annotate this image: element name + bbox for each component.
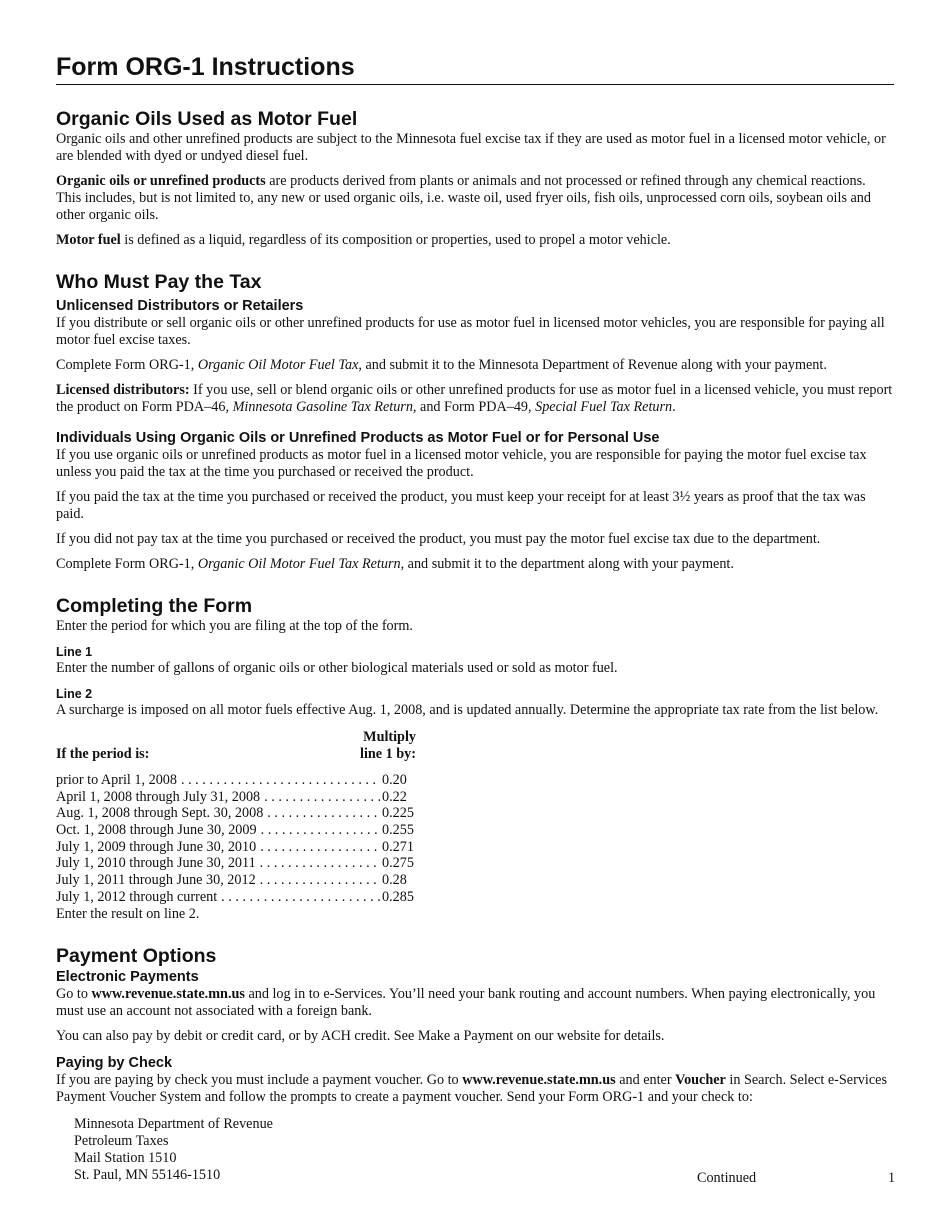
address-line: Petroleum Taxes: [74, 1132, 169, 1149]
rate-period: July 1, 2010 through June 30, 2011: [56, 855, 256, 872]
rate-row: [56, 889, 416, 906]
address-line: St. Paul, MN 55146-1510: [74, 1166, 221, 1183]
dot-leader: [264, 789, 380, 806]
rate-period: April 1, 2008 through July 31, 2008: [56, 788, 261, 805]
organic-oils-intro: Organic oils and other unrefined products are subject to the Minnesota fuel excise tax if they are used as motor fuel in a licensed motor vehicle, or are blended with dyed or undyed diesel fuel.: [56, 131, 886, 164]
dot-leader: [181, 772, 380, 789]
rate-period: July 1, 2011 through June 30, 2012: [56, 872, 256, 889]
rate-row: [56, 772, 416, 789]
rate-period: prior to April 1, 2008: [56, 772, 177, 788]
dot-leader: [260, 855, 380, 872]
line2-label: Line 2: [56, 687, 93, 701]
enter-result-text: Enter the result on line 2.: [56, 905, 200, 922]
rate-period: Aug. 1, 2008 through Sept. 30, 2008: [56, 805, 264, 822]
receipt-text: If you paid the tax at the time you purchased or received the product, you must keep your receipt for at least 3½ years as proof that the tax was paid.: [56, 489, 866, 522]
continued-label: Continued: [697, 1170, 757, 1186]
unlicensed-text: If you distribute or sell organic oils or other unrefined products for use as motor fuel in licensed motor vehicles, you are responsible for paying all motor fuel excise taxes.: [56, 315, 885, 348]
rate-row: [56, 805, 416, 822]
revenue-website-link[interactable]: www.revenue.state.mn.us: [462, 1071, 616, 1088]
rate-row: [56, 839, 416, 856]
subheading-check: Paying by Check: [56, 1054, 173, 1071]
rate-period: July 1, 2012 through current: [56, 888, 218, 905]
mailing-address: [74, 1116, 894, 1184]
section-heading-who-must-pay: Who Must Pay the Tax: [56, 271, 262, 293]
address-line: Minnesota Department of Revenue: [74, 1115, 273, 1132]
motor-fuel-definition: Motor fuel is defined as a liquid, regardless of its composition or properties, used to propel a motor vehicle.: [56, 232, 671, 248]
check-payment-text: If you are paying by check you must include a payment voucher. Go to www.revenue.state.mn.us and enter Voucher in Search. Select e-Services Payment Voucher System and follow the prompts to create a payment voucher. Send your Form ORG-1 and your check to:: [56, 1071, 887, 1105]
complete-form-return-text: Complete Form ORG-1, Organic Oil Motor Fuel Tax Return, and submit it to the department along with your payment.: [56, 556, 734, 572]
rate-value: 0.285: [382, 888, 414, 905]
rate-row: [56, 855, 416, 872]
rate-row: [56, 822, 416, 839]
page-title: Form ORG-1 Instructions: [56, 52, 894, 85]
rate-header-period: If the period is:: [56, 746, 150, 762]
organic-oils-definition: Organic oils or unrefined products are products derived from plants or animals and not processed or refined through any chemical reactions. This includes, but is not limited to, any new or used organic oils, i.e. waste oil, used fryer oils, fish oils, unprocessed corn oils, soybean oils and other organic oils.: [56, 173, 871, 223]
rate-value: 0.20: [382, 772, 407, 788]
rate-value: 0.225: [382, 805, 414, 822]
dot-leader: [260, 839, 380, 856]
rate-period: July 1, 2009 through June 30, 2010: [56, 838, 257, 855]
subheading-electronic: Electronic Payments: [56, 968, 199, 985]
licensed-distributors-text: Licensed distributors: If you use, sell or blend organic oils or other unrefined products for use as motor fuel in a licensed vehicle, you must report the product on Form PDA–46, Minnesota Gasoline Tax Return, and Form PDA–49, Special Fuel Tax Return.: [56, 382, 893, 415]
rate-value: 0.271: [382, 838, 414, 855]
rate-value: 0.28: [382, 872, 407, 889]
complete-form-text: Complete Form ORG-1, Organic Oil Motor Fuel Tax, and submit it to the Minnesota Department of Revenue along with your payment.: [56, 357, 827, 373]
revenue-website-link[interactable]: www.revenue.state.mn.us: [91, 985, 245, 1002]
individuals-text: If you use organic oils or unrefined products as motor fuel in a licensed motor vehicle, you are responsible for paying the motor fuel excise tax unless you paid the tax at the time you purchased or received the product.: [56, 447, 867, 480]
section-heading-payment: Payment Options: [56, 944, 217, 967]
rate-row: [56, 872, 416, 889]
document-content: [56, 52, 894, 1184]
dot-leader: [267, 805, 380, 822]
rate-header-multiplier: Multiply line 1 by:: [360, 729, 416, 762]
rate-row: [56, 789, 416, 806]
line1-text: Enter the number of gallons of organic oils or other biological materials used or sold as motor fuel.: [56, 660, 618, 676]
rate-value: 0.22: [382, 788, 407, 805]
section-heading-organic-oils: Organic Oils Used as Motor Fuel: [56, 108, 358, 130]
subheading-unlicensed: Unlicensed Distributors or Retailers: [56, 298, 304, 314]
dot-leader: [261, 822, 380, 839]
rate-rows: [56, 772, 416, 906]
line1-label: Line 1: [56, 645, 93, 659]
address-line: Mail Station 1510: [74, 1149, 177, 1166]
electronic-payment-text: Go to www.revenue.state.mn.us and log in to e-Services. You’ll need your bank routing and account numbers. When paying electronically, you must use an account not associated with a foreign bank.: [56, 985, 876, 1019]
rate-value: 0.275: [382, 855, 414, 872]
page-number: 1: [888, 1170, 896, 1186]
rate-period: Oct. 1, 2008 through June 30, 2009: [56, 822, 257, 839]
definition-term: Motor fuel: [56, 232, 121, 248]
dot-leader: [221, 889, 380, 906]
card-payment-text: You can also pay by debit or credit card, or by ACH credit. See Make a Payment on our website for details.: [56, 1027, 665, 1044]
definition-term: Organic oils or unrefined products: [56, 173, 266, 189]
dot-leader: [260, 872, 380, 889]
rate-value: 0.255: [382, 822, 414, 839]
rate-table: [56, 729, 416, 906]
rate-table-header: [56, 729, 416, 763]
period-text: Enter the period for which you are filing at the top of the form.: [56, 618, 413, 634]
section-heading-completing: Completing the Form: [56, 595, 253, 617]
line2-text: A surcharge is imposed on all motor fuels effective Aug. 1, 2008, and is updated annually. Determine the appropriate tax rate from the list below.: [56, 702, 879, 718]
did-not-pay-text: If you did not pay tax at the time you purchased or received the product, you must pay the motor fuel excise tax due to the department.: [56, 531, 821, 547]
subheading-individuals: Individuals Using Organic Oils or Unrefined Products as Motor Fuel or for Personal Use: [56, 430, 660, 446]
